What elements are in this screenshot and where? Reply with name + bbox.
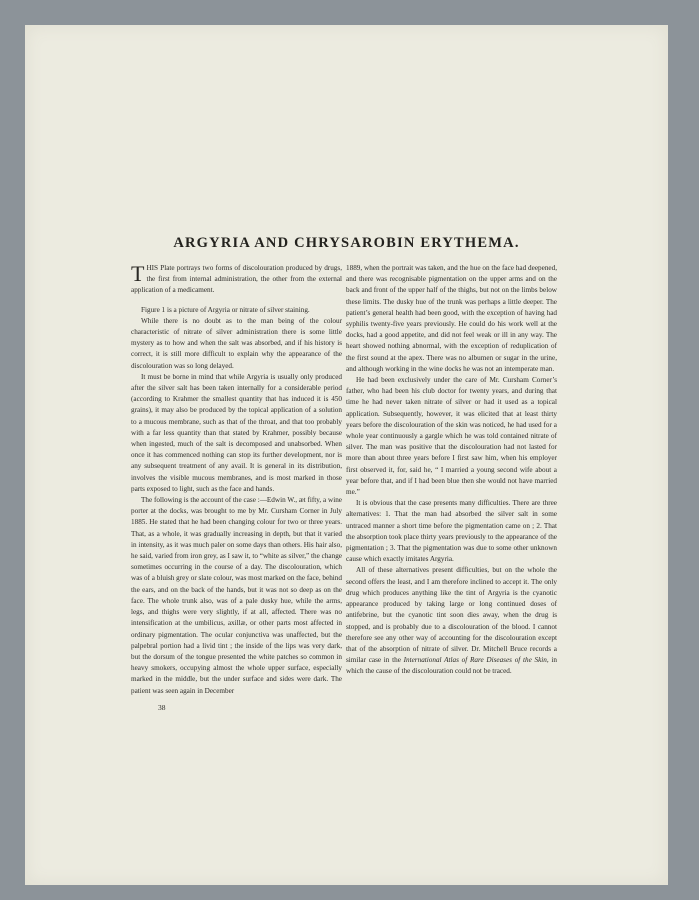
paragraph: It is obvious that the case presents many difficulties. There are three alternatives: 1. That the man had absorbed the silver salt in some untraced manner a short time before the pigmentation came on ; 2. That the absorption took place thirty years previously to the appearance of the pigmentation ; 3. That the pigmentation was due to some other unknown cause which exactly imitates Argyria.	[346, 499, 557, 564]
paragraph: Figure 1 is a picture of Argyria or nitrate of silver staining.	[141, 305, 310, 314]
left-column	[131, 263, 342, 697]
page-number: 38	[158, 703, 166, 712]
intro-paragraph	[131, 263, 342, 297]
paragraph: 1889, when the portrait was taken, and the hue on the face had deepened, and there was recognisable pigmentation on the upper arms and on the back and front of the upper half of the thighs, but not on the limbs below these limits. The dusky hue of the trunk was perhaps a little deeper. The patient’s general health had been good, with the exception of having had syphilis twenty-five years previously. He could do his work well at the docks, had a good appetite, and did not feel weak or ill in any way. The heart showed nothing abnormal, with the exception of reduplication of the first sound at the apex. There was no albumen or sugar in the urine, and although working in the wine docks he was not an intemperate man.	[346, 264, 557, 373]
page-sheet	[25, 25, 668, 885]
paragraph	[346, 565, 557, 677]
paragraph: The following is the account of the case :—Edwin W., æt fifty, a wine porter at the docks, was brought to me by Mr. Cursham Corner in July 1885. He stated that he had been changing colour for two or three years. That, as a whole, it was gradually increasing in depth, but that it varied in intensity, as it was much paler on some days than others. His hair also, he said, varied from iron grey, as I saw it, to “white as silver,” the change sometimes occurring in the course of a day. The discolouration, which was of a bluish grey or slate colour, was most marked on the face, behind the ears, and on the back of the hands, but it was not so deep as on the face. The whole trunk also, was of a pale dusky hue, while the arms, legs, and thighs were very slightly, if at all, affected. There was no intensification at the umbilicus, axillæ, or other parts most affected in ordinary pigmentation. The ocular conjunctiva was unaffected, but the palpebral portion had a livid tint ; the inside of the lips was very dark, but the dorsum of the tongue presented the white patches so common in heavy smokers, occupying almost the whole upper surface, especially marked in the middle, but the under surface and sides were dark. The patient was seen again in December	[131, 496, 342, 695]
paragraph-text: All of these alternatives present difficulties, but on the whole the second offers the least, and I am therefore inclined to accept it. The only drug which produces anything like the tint of Argyria is the cyanotic appearance produced by taking large or long continued doses of antifebrine, but the cyanotic tint soon dies away, when the drug is stopped, and is probably due to a discolouration of the blood. I cannot therefore see any other way of accounting for the discolouration except that of the absorption of nitrate of silver. Dr. Mitchell Bruce records a similar case in the	[346, 566, 557, 665]
paragraph: He had been exclusively under the care of Mr. Cursham Corner’s father, who had been his club doctor for twenty years, and during that time he had never taken nitrate of silver or had it used as a topical application. Subsequently, however, it was elicited that at least thirty years before the discolouration of the skin was noticed, he had used for a whole year continuously a gargle which he was told contained nitrate of silver. The man was positive that the discolouration had not lasted for more than about three years before I first saw him, when his employer first observed it, for, said he, “ I married a young second wife about a year before that, and if I had been blue then she would not have married me.”	[346, 376, 557, 497]
drop-cap: T	[131, 261, 145, 286]
intro-text: HIS Plate portrays two forms of discolouration produced by drugs, the first from internal administration, the other from the external application of a medicament.	[131, 264, 342, 295]
right-column	[346, 263, 557, 678]
paragraph: It must be borne in mind that while Argyria is usually only produced after the silver salt has been taken internally for a considerable period (according to Krahmer the smallest quantity that has induced it is 450 grains), it may also be produced by the topical application of a solution to a mucous membrane, such as that of the throat, and that too probably with a far less quantity than that stated by Krahmer, possibly because when ingested, much of the salt is decomposed and unabsorbed. When once it has commenced nothing can stop its further development, nor is any subsequent treatment of any avail. It is general in its distribution, involves the visible mucous membranes, and is most marked in those parts exposed to light, such as the face and hands.	[131, 372, 342, 493]
page-title: ARGYRIA AND CHRYSAROBIN ERYTHEMA.	[173, 235, 520, 251]
paragraph-tail: in which the cause of the discolouration could not be traced.	[346, 656, 558, 676]
atlas-citation: International Atlas of Rare Diseases of the Skin,	[403, 656, 549, 665]
paragraph: While there is no doubt as to the man being of the colour characteristic of nitrate of silver administration there is some little mystery as to how and when the salt was absorbed, and if his history is correct, it is still more difficult to explain why the appearance of the discolouration was so long delayed.	[131, 316, 342, 370]
